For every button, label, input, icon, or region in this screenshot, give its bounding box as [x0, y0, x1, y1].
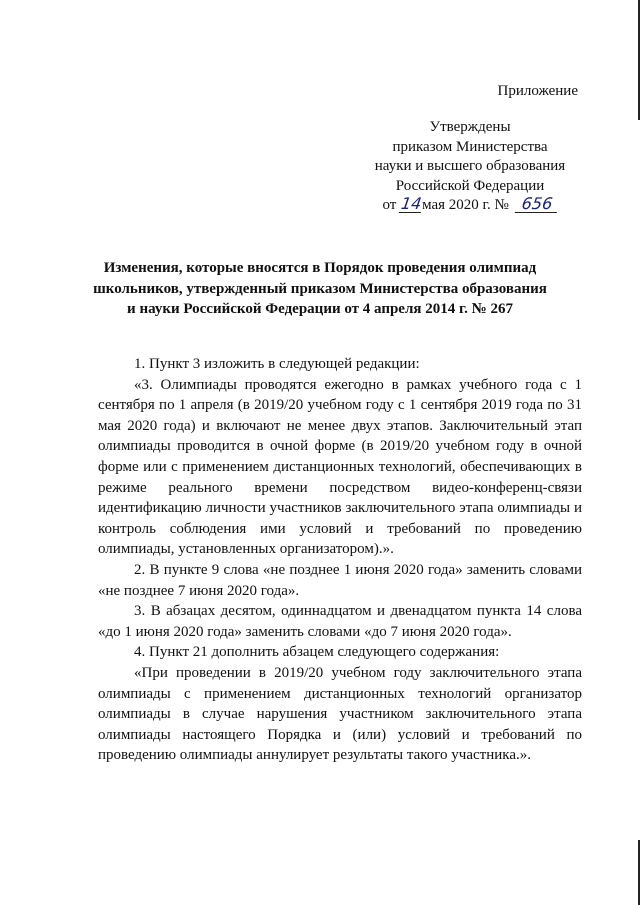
handwritten-day: 14 [399, 194, 423, 213]
appendix-label: Приложение [497, 83, 578, 99]
document-body [98, 354, 582, 766]
document-title [70, 258, 570, 320]
paragraph-item-3: 3. В абзацах десятом, одиннадцатом и двенадцатом пункта 14 слова «до 1 июня 2020 года» заменить словами «до 7 июня 2020 года». [98, 603, 582, 640]
paragraph-quote-2: «При проведении в 2019/20 учебном году заключительного этапа олимпиады с применением дистанционных технологий организатор олимпиады в случае нарушения участником заключительного этапа олимпиады настоящего Порядка и (или) условий и требований по проведению олимпиады аннулирует результаты такого участника.». [98, 664, 582, 764]
approval-line: Утверждены [429, 119, 511, 135]
title-line: и науки Российской Федерации от 4 апреля 2014 г. № 267 [127, 301, 513, 317]
approval-line: науки и высшего образования [374, 158, 566, 174]
approval-date-line [340, 196, 600, 216]
paragraph-item-1: 1. Пункт 3 изложить в следующей редакции: [134, 356, 420, 372]
paragraph-item-4: 4. Пункт 21 дополнить абзацем следующего содержания: [134, 644, 500, 661]
date-rest: мая 2020 г. № [422, 197, 509, 213]
date-prefix: от [382, 197, 397, 213]
paragraph-item-2: 2. В пункте 9 слова «не позднее 1 июня 2020 года» заменить словами «не позднее 7 июня 2020 года». [98, 561, 582, 599]
approval-line: Российской Федерации [395, 177, 545, 194]
approval-line: приказом Министерства [392, 138, 548, 155]
title-line: Изменения, которые вносятся в Порядок проведения олимпиад [103, 260, 537, 276]
title-line: школьников, утвержденный приказом Министерства образования [93, 280, 547, 297]
paragraph-quote-1: «3. Олимпиады проводятся ежегодно в рамках учебного года с 1 сентября по 1 апреля (в 2019/20 учебном году с 1 сентября 2019 года по 31 мая 2020 года) и включают не менее двух этапов. Заключительный этап олимпиады проводится в очной форме (в 2019/20 учебном году в очной форме или с применением дистанционных технологий, обеспечивающих в режиме реального времени посредством видео-конференц-связи идентификацию личности участников заключительного этапа олимпиады и контроль соблюдения ими условий и требований по проведению олимпиады, установленных организатором).». [98, 376, 582, 558]
approval-block [340, 118, 600, 216]
handwritten-order-number: 656 [514, 196, 558, 213]
